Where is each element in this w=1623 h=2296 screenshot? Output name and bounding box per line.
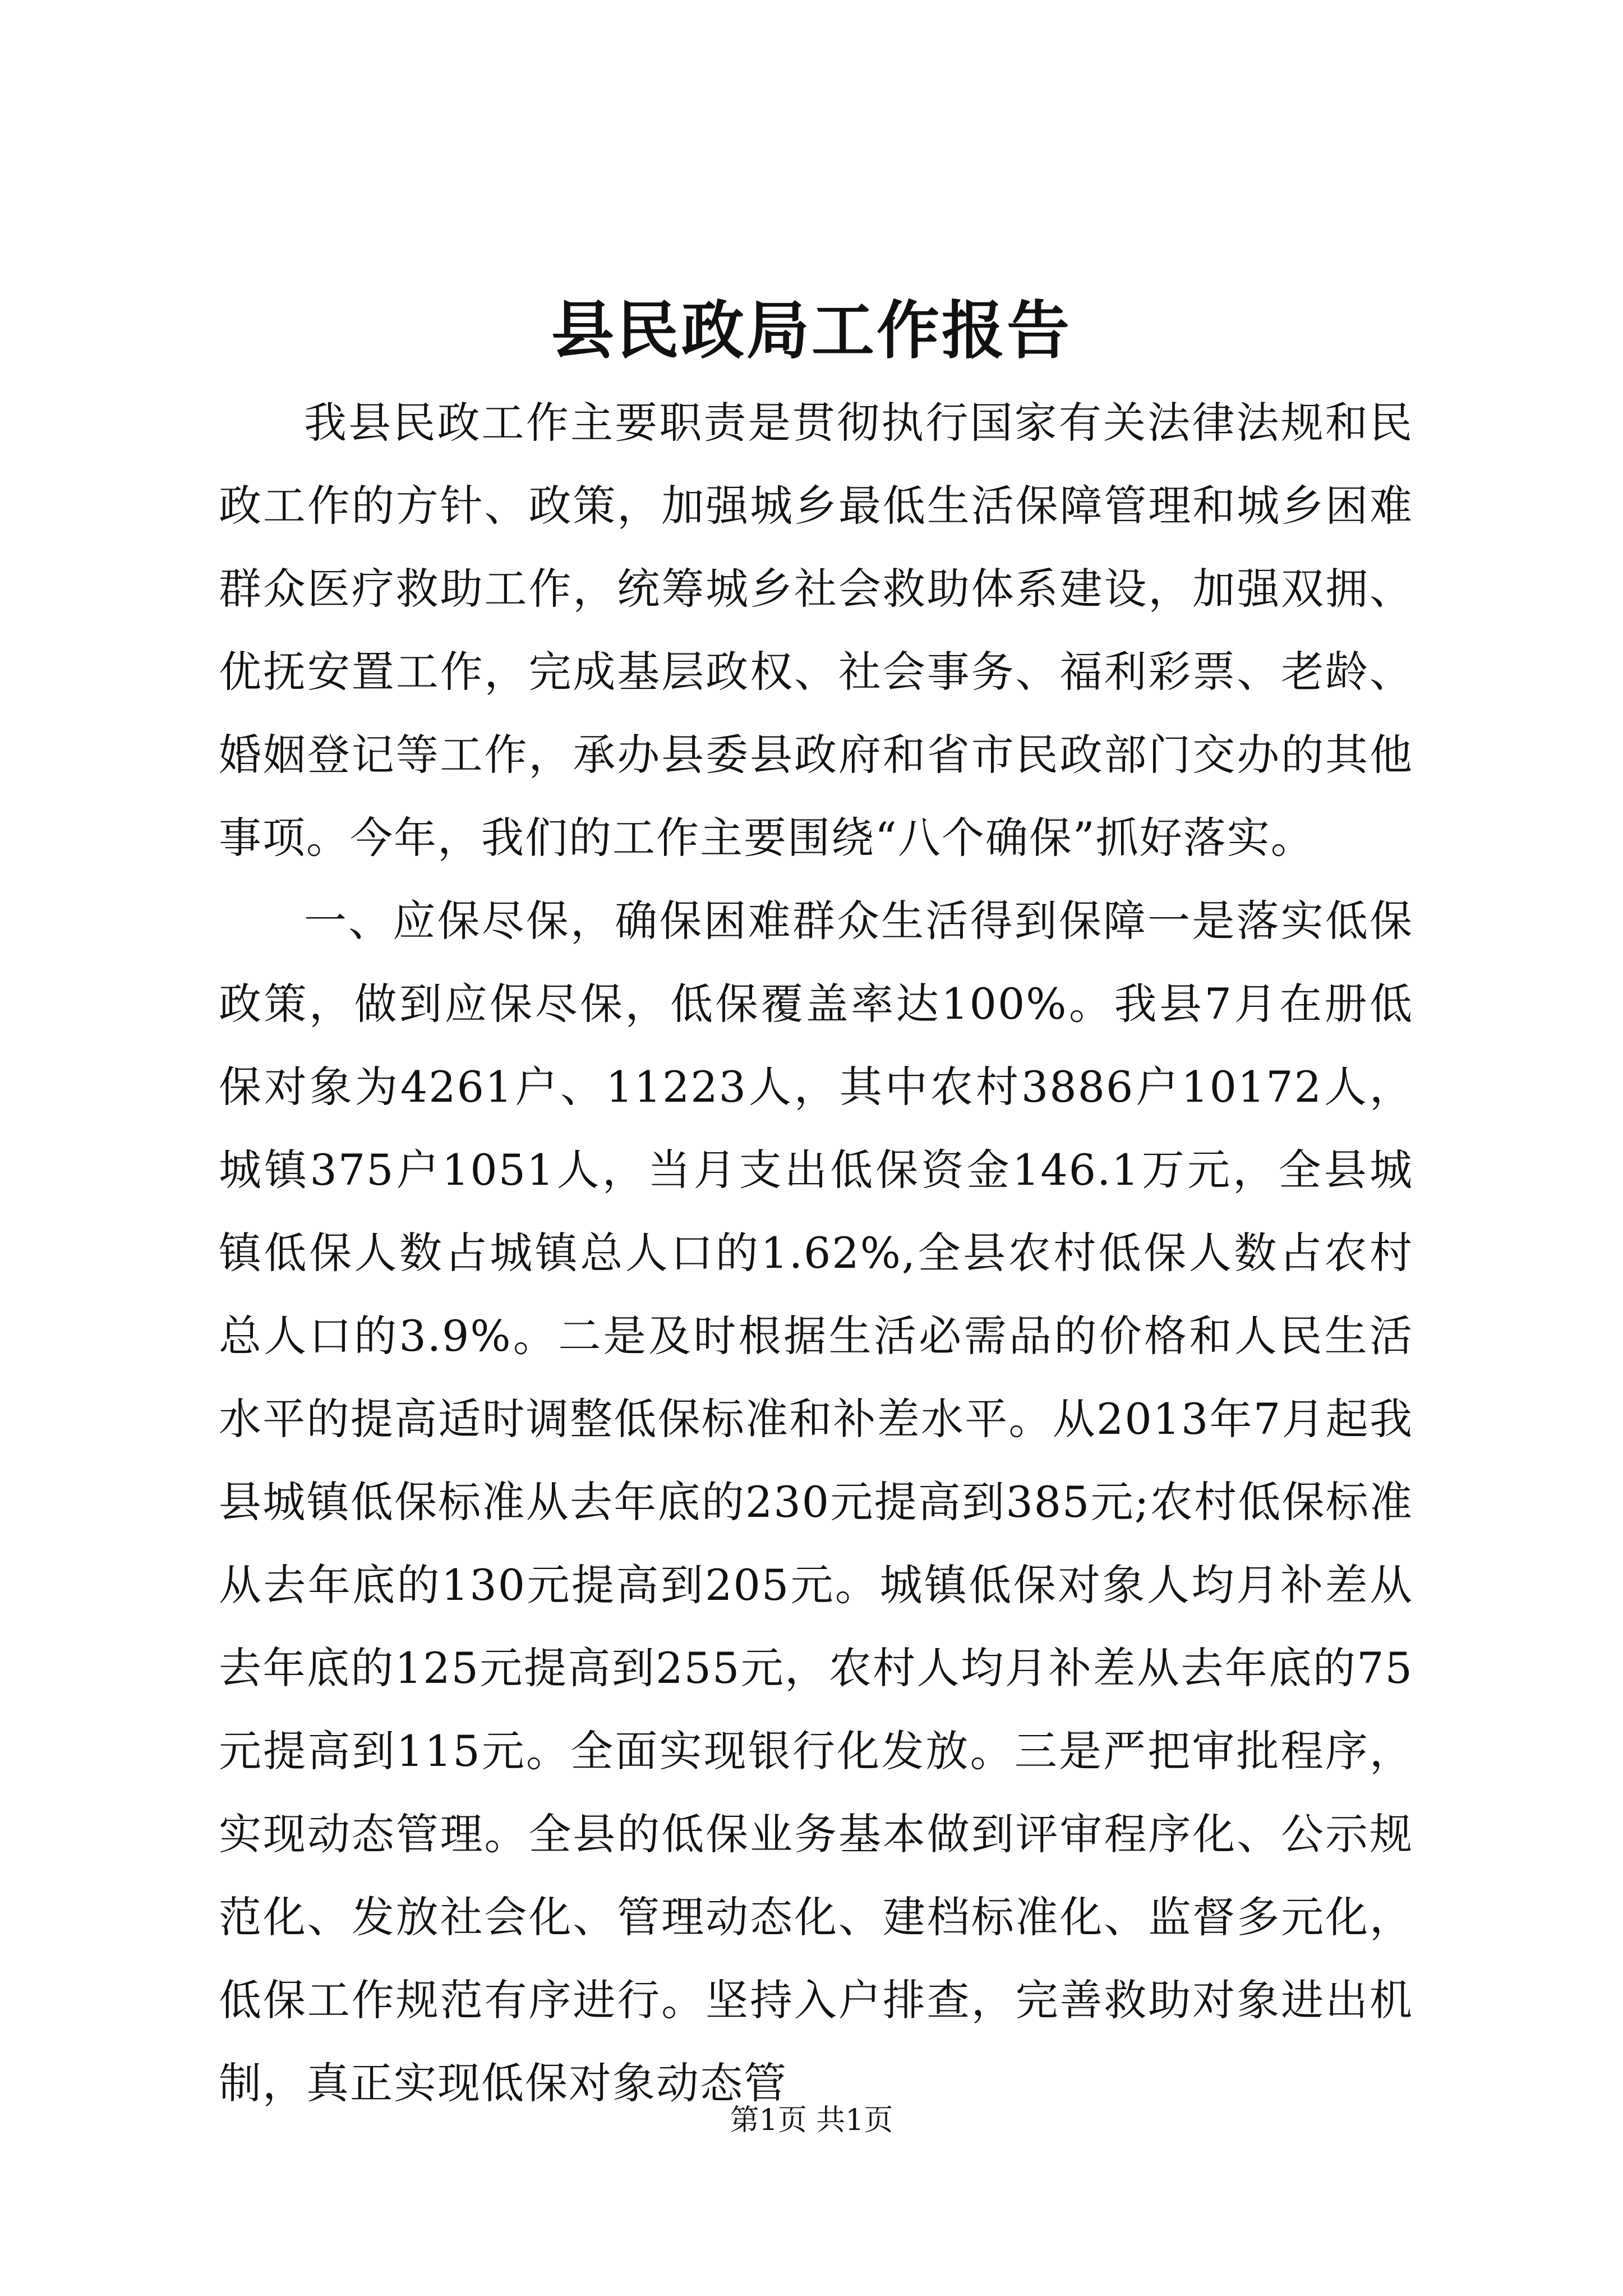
document-body <box>219 381 1413 2125</box>
document-title: 县民政局工作报告 <box>551 294 1072 367</box>
paragraph-2: 一、应保尽保，确保困难群众生活得到保障一是落实低保政策，做到应保尽保，低保覆盖率达100%。我县7月在册低保对象为4261户、11223人，其中农村3886户10172人，城镇375户1051人，当月支出低保资金146.1万元，全县城镇低保人数占城镇总人口的1.62%,全县农村低保人数占农村总人口的3.9%。二是及时根据生活必需品的价格和人民生活水平的提高适时调整低保标准和补差水平。从2013年7月起我县城镇低保标准从去年底的230元提高到385元;农村低保标准从去年底的130元提高到205元。城镇低保对象人均月补差从去年底的125元提高到255元，农村人均月补差从去年底的75元提高到115元。全面实现银行化发放。三是严把审批程序，实现动态管理。全县的低保业务基本做到评审程序化、公示规范化、发放社会化、管理动态化、建档标准化、监督多元化，低保工作规范有序进行。坚持入户排查，完善救助对象进出机制，真正实现低保对象动态管 <box>219 896 1413 2108</box>
page-footer: 第1页 共1页 <box>730 2104 893 2137</box>
paragraph-1: 我县民政工作主要职责是贯彻执行国家有关法律法规和民政工作的方针、政策，加强城乡最低生活保障管理和城乡困难群众医疗救助工作，统筹城乡社会救助体系建设，加强双拥、优抚安置工作，完成基层政权、社会事务、福利彩票、老龄、婚姻登记等工作，承办县委县政府和省市民政部门交办的其他事项。今年，我们的工作主要围绕“八个确保”抓好落实。 <box>219 398 1413 863</box>
